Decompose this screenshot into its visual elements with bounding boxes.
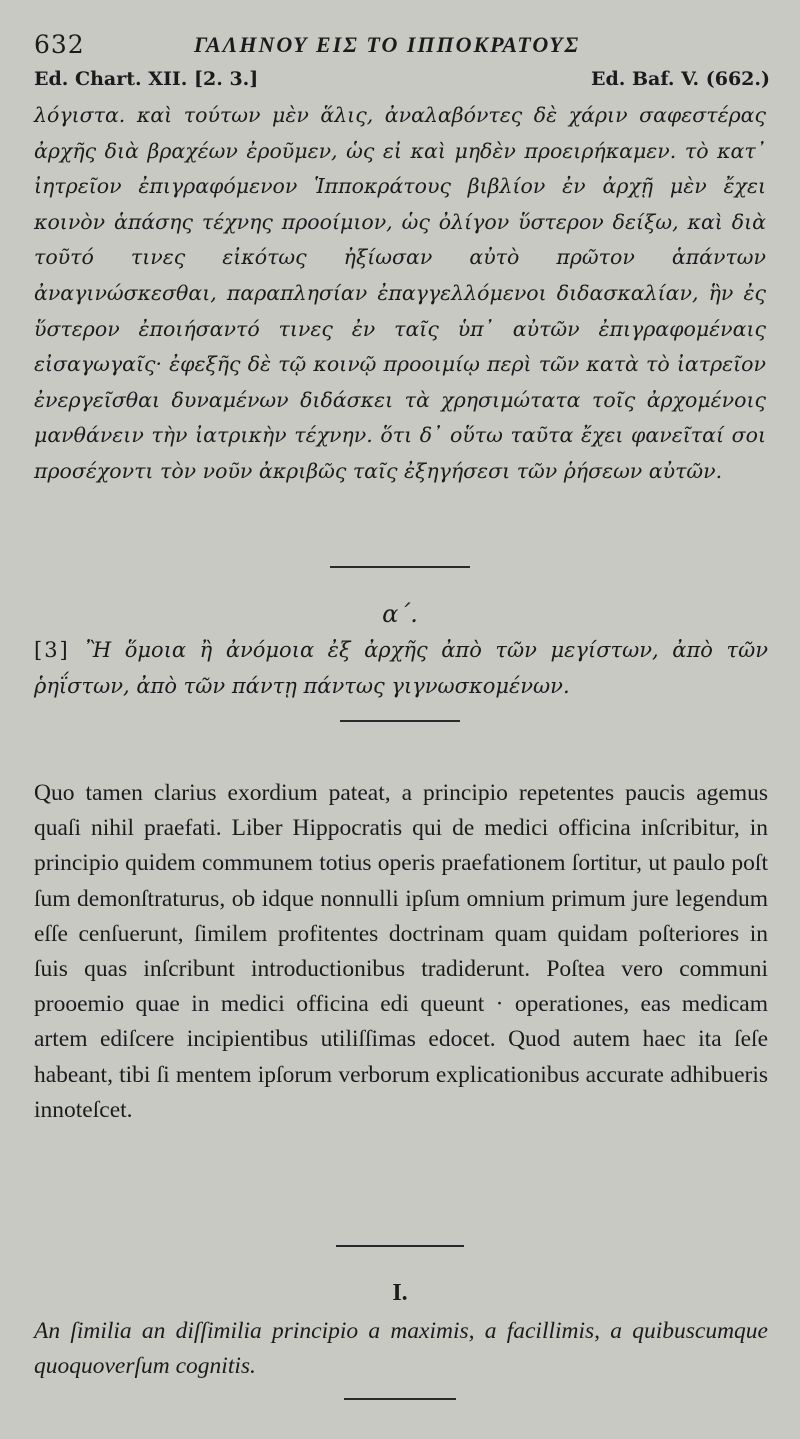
latin-translation-paragraph: Quo tamen clarius exordium pateat, a principio repetentes paucis agemus quaſi nihil praefati. Liber Hippocratis qui de medici officina inſcribitur, in principio quidem communem totius operis praefationem ſortitur, ut paulo poſt ſum demonſtraturus, ob idque nonnulli ipſum omnium primum jure legendum eſſe cenſuerunt, ſimilem profitentes doctrinam quam quidam poſteriores in ſuis quas inſcribunt introductionibus tradiderunt. Poſtea vero communi prooemio quae in medici officina edi queunt · operationes, eas medicam artem ediſcere incipientibus utiliſſimas edocet. Quod autem haec ita ſeſe habeant, tibi ſi mentem ipſorum verborum explicationibus accurate adhibueris innoteſcet.	[34, 780, 768, 1123]
edition-references	[34, 68, 770, 96]
latin-section-marker: I.	[392, 1280, 408, 1306]
greek-lemma	[34, 632, 768, 704]
section-divider	[344, 1398, 456, 1400]
edition-reference-right: Ed. Baf. V. (662.)	[591, 68, 770, 90]
page-number: 632	[34, 30, 85, 59]
section-divider	[336, 1245, 464, 1247]
page-header	[34, 30, 774, 66]
greek-commentary-paragraph: λόγιστα. καὶ τούτων μὲν ἅλις, ἀναλαβόντες δὲ χάριν σαφεστέρας ἀρχῆς διὰ βραχέων ἐροῦμεν, ὡς εἰ καὶ μηδὲν προειρήκαμεν. τὸ κατ᾽ ἰητρεῖον ἐπιγραφόμενον Ἱπποκράτους βιβλίον ἐν ἀρχῇ μὲν ἔχει κοινὸν ἁπάσης τέχνης προοίμιον, ὡς ὀλίγον ὕστερον δείξω, καὶ διὰ τοῦτό τινες εἰκότως ἠξίωσαν αὐτὸ πρῶτον ἁπάντων ἀναγινώσκεσθαι, παραπλησίαν ἐπαγγελλόμενοι διδασκαλίαν, ἣν ἐς ὕστερον ἐποιήσαντό τινες ἐν ταῖς ὑπ᾽ αὐτῶν ἐπιγραφομέναις εἰσαγωγαῖς· ἐφεξῆς δὲ τῷ κοινῷ προοιμίῳ περὶ τῶν κατὰ τὸ ἰατρεῖον ἐνεργεῖσθαι δυναμένων διδάσκει τὰ χρησιμώτατα τοῖς ἀρχομένοις μανθάνειν τὴν ἰατρικὴν τέχνην. ὅτι δ᾽ οὕτω ταῦτα ἔχει φανεῖταί σοι προσέχοντι τὸν νοῦν ἀκριβῶς ταῖς ἐξηγήσεσι τῶν ῥήσεων αὐτῶν.	[34, 103, 766, 483]
greek-section-marker: α´.	[382, 600, 418, 628]
section-divider	[340, 720, 460, 722]
running-title: ΓΑΛΗΝΟΥ ΕΙΣ ΤΟ ΙΠΠΟΚΡΑΤΟΥΣ	[194, 32, 581, 57]
edition-reference-left: Ed. Chart. XII. [2. 3.]	[34, 68, 259, 90]
latin-lemma: An ſimilia an diſſimilia principio a maximis, a facillimis, a quibuscumque quoquoverſum cognitis.	[34, 1318, 768, 1379]
section-divider	[330, 566, 470, 568]
greek-lemma-text: Ἢ ὅμοια ἢ ἀνόμοια ἐξ ἀρχῆς ἀπὸ τῶν μεγίστων, ἀπὸ τῶν ῥηΐστων, ἀπὸ τῶν πάντῃ πάντως γιγνωσκομένων.	[34, 638, 768, 698]
lemma-number: [3]	[34, 638, 70, 662]
